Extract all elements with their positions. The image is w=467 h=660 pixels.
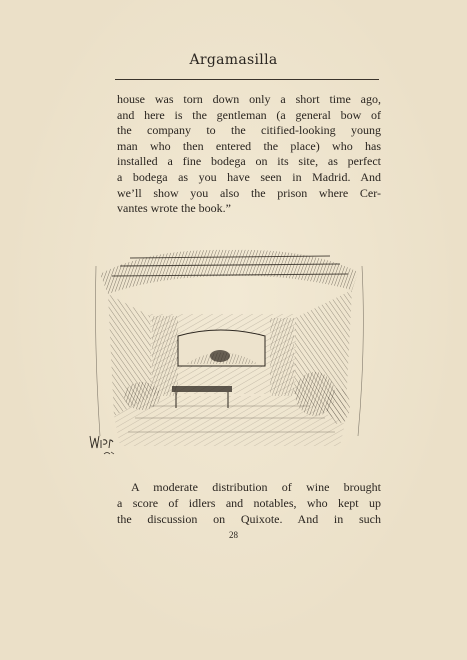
header-rule	[115, 79, 379, 80]
text-line: the company to the citified-looking young	[117, 123, 381, 138]
body-paragraph-2	[117, 479, 381, 527]
cellar-engraving	[90, 246, 368, 451]
text-line: vantes wrote the book.”	[117, 201, 231, 216]
artist-signature	[88, 432, 118, 458]
page-number: 28	[229, 530, 238, 540]
text-line: man who then entered the place) who has	[117, 138, 381, 153]
text-line: installed a fine bodega on its site, as perfect	[117, 154, 381, 169]
text-line: the discussion on Quixote. And in such	[117, 512, 381, 526]
body-paragraph	[117, 92, 381, 217]
text-line: a score of idlers and notables, who kept up	[117, 496, 381, 510]
text-line: a bodega as you have seen in Madrid. And	[117, 169, 381, 184]
running-head: Argamasilla	[189, 52, 278, 68]
text-line: we’ll show you also the prison where Cer-	[117, 185, 381, 200]
text-line: and here is the gentleman (a general bow of	[117, 107, 381, 122]
text-line: A moderate distribution of wine brought	[131, 480, 381, 494]
text-line: house was torn down only a short time ago,	[117, 92, 381, 106]
